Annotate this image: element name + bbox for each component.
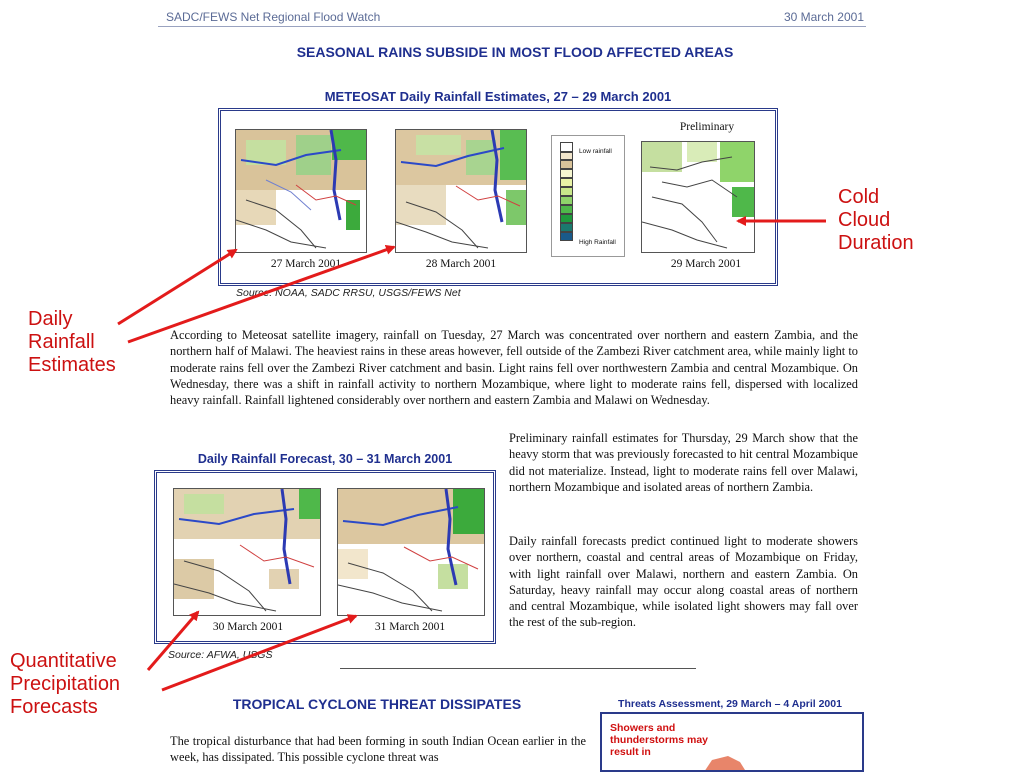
header-publication: SADC/FEWS Net Regional Flood Watch — [166, 10, 381, 24]
caption-28-march: 28 March 2001 — [425, 258, 497, 270]
paragraph-preliminary: Preliminary rainfall estimates for Thursday, 29 March show that the heavy storm that was previously forecasted to hit central Mozambique did not materialize. Instead, light to moderate rains fell over Malawi, northern Mozambique and isolated areas of northern Zambia. — [509, 431, 858, 494]
paragraph-meteosat: According to Meteosat satellite imagery, rainfall on Tuesday, 27 March was concentrated over northern and eastern Zambia, and the northern half of Malawi. The heaviest rains in these areas however, fell outside of the Zambezi River catchment area, while mainly light to moderate rains fell over the Zambezi River catchment and basin. Light rains fell over northwestern Zambia and central Mozambique. On Wednesday, there was a shift in rainfall activity to northern Mozambique, where light to moderate rains fell, dispersed with localized heavy rainfall. Rainfall lightened considerably over northern and eastern Zambia and Malawi on Wednesday. — [170, 328, 858, 408]
paragraph-forecast: Daily rainfall forecasts predict continued light to moderate showers over northern, coastal and central areas of Mozambique on Friday, with light rainfall over Malawi, northern and eastern Zambia. On Saturday, heavy rainfall may occur along coastal areas of northern and central Mozambique, while isolated light showers may fall over the rest of the sub-region. — [509, 534, 858, 630]
caption-31-march: 31 March 2001 — [374, 621, 446, 633]
main-title: SEASONAL RAINS SUBSIDE IN MOST FLOOD AFFECTED AREAS — [296, 44, 734, 60]
forecast-title: Daily Rainfall Forecast, 30 – 31 March 2001 — [197, 452, 453, 466]
threats-title: Threats Assessment, 29 March – 4 April 2001 — [618, 698, 842, 710]
arrow-qpf-31 — [162, 616, 356, 690]
arrow-daily-rainfall-28 — [128, 247, 394, 342]
caption-29-march: 29 March 2001 — [670, 258, 742, 270]
header-date: 30 March 2001 — [783, 10, 864, 24]
caption-27-march: 27 March 2001 — [270, 258, 342, 270]
arrow-qpf-30 — [148, 612, 198, 670]
legend-low-label: Low rainfall — [579, 148, 612, 155]
caption-30-march: 30 March 2001 — [212, 621, 284, 633]
callout-quantitative-precipitation-forecasts: Quantitative Precipitation Forecasts — [10, 650, 121, 718]
meteosat-source: Source: NOAA, SADC RRSU, USGS/FEWS Net — [236, 287, 461, 299]
arrow-daily-rainfall-27 — [118, 250, 236, 324]
callout-cold-cloud-duration: Cold Cloud Duration — [838, 186, 914, 254]
meteosat-title: METEOSAT Daily Rainfall Estimates, 27 – 29 March 2001 — [324, 89, 672, 104]
paragraph-cyclone: The tropical disturbance that had been forming in south Indian Ocean earlier in the week, has dissipated. This possible cyclone threat was — [170, 734, 586, 765]
legend-high-label: High Rainfall — [579, 239, 616, 246]
forecast-source: Source: AFWA, USGS — [168, 649, 273, 661]
cyclone-title: TROPICAL CYCLONE THREAT DISSIPATES — [232, 696, 522, 712]
preliminary-label: Preliminary — [679, 121, 735, 133]
threats-text: Showers and thunderstorms may result in — [610, 722, 709, 758]
callout-daily-rainfall-estimates: Daily Rainfall Estimates — [28, 308, 116, 376]
